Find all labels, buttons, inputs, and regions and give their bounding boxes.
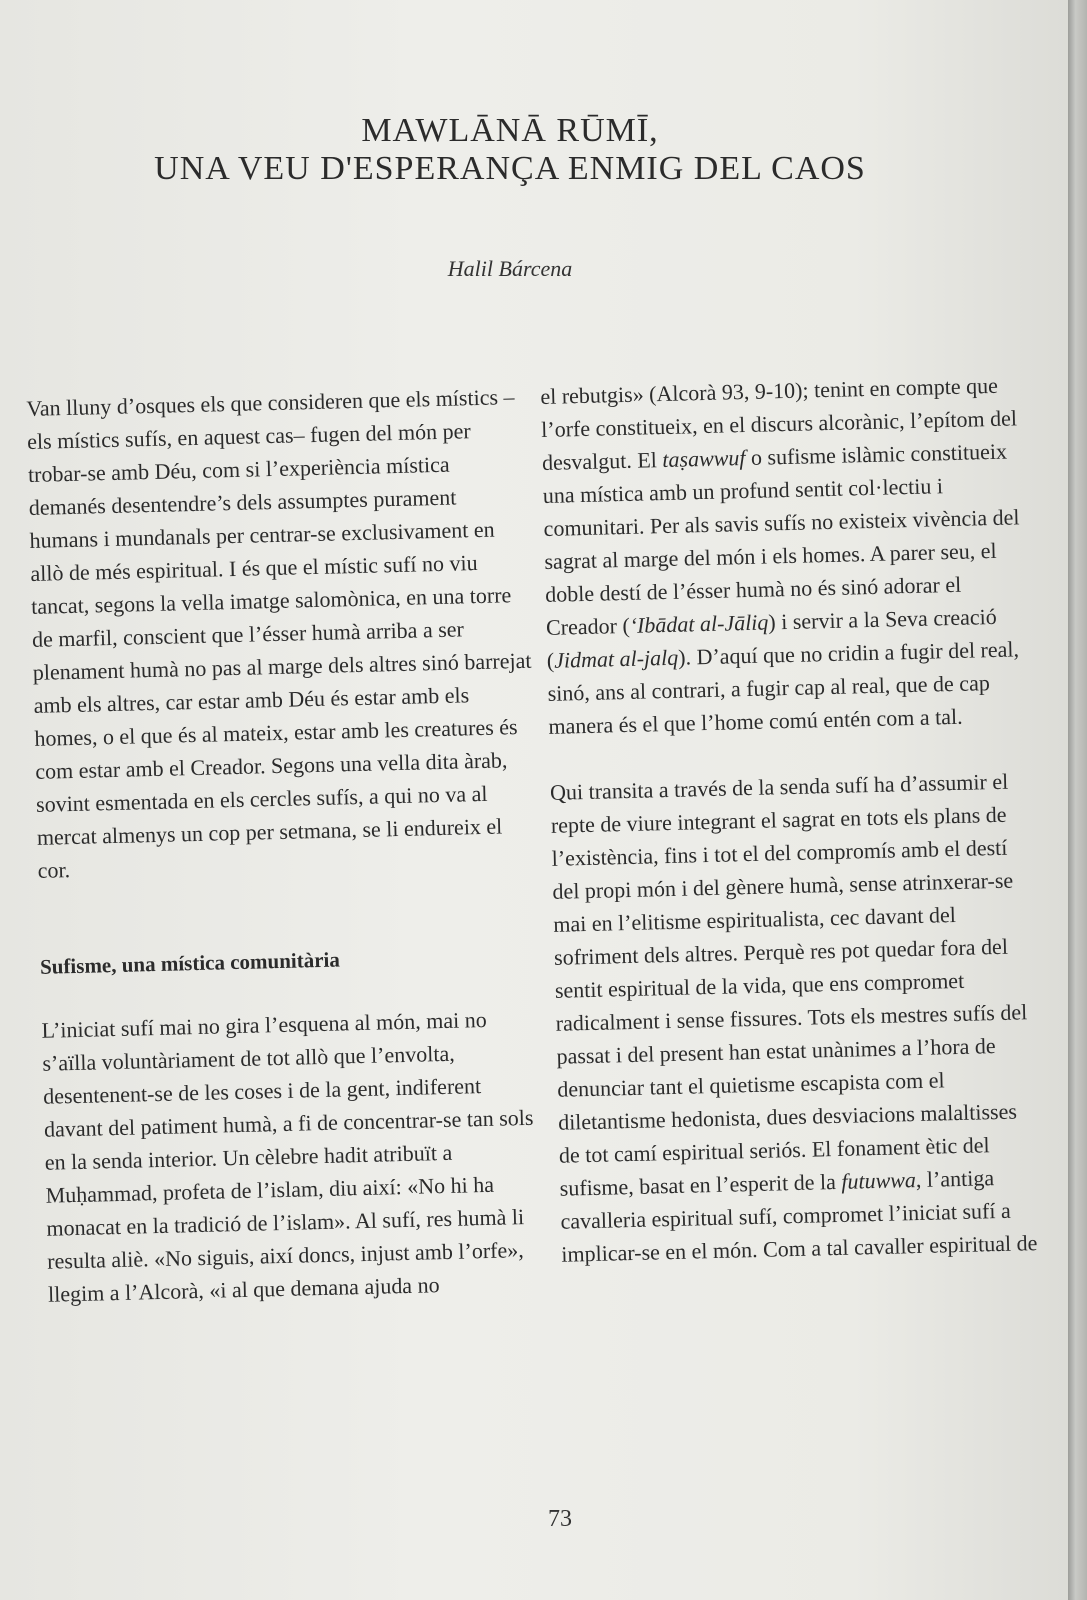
continuation-paragraph: el rebutgis» (Alcorà 93, 9-10); tenint en compte que l’orfe constitueix, en el discurs alcorànic, l’epítom del desvalgut. El taṣawwuf o sufisme islàmic constitueix una mística amb un profund sentit col·lectiu i comunitari. Per als savis sufís no existeix vivència del sagrat al marge del món i els homes. A parer seu, el doble destí de l’ésser humà no és sinó adorar el Creador (‘Ibādat al-Jāliq) i servir a la Seva creació (Jidmat al-jalq). D’aquí que no cridin a fugir del real, sinó, ans al contrari, a fugir cap al real, que de cap manera és el que l’home comú entén com a tal. bbox=[540, 372, 1020, 739]
section-heading: Sufisme, una mística comunitària bbox=[39, 947, 341, 979]
term-jidmat: Jidmat al-jalq bbox=[553, 644, 679, 673]
section-paragraph: L’iniciat sufí mai no gira l’esquena al món, mai no s’aïlla voluntàriament de tot allò que l’envolta, desentenent-se de les coses i de la gent, indiferent davant del patiment humà, a fi de concentrar-se tan sols en la senda interior. Un cèlebre hadit atribuït a Muḥammad, profeta de l’islam, diu així: «No hi ha monacat en la tradició de l’islam». Al sufí, res humà li resulta aliè. «No siguis, així doncs, injust amb l’orfe», llegim a l’Alcorà, «i al que demana ajuda no bbox=[41, 1006, 534, 1307]
page-stack-edge bbox=[1068, 0, 1087, 1600]
term-futuwwa: futuwwa bbox=[841, 1167, 917, 1194]
author-name: Halil Bárcena bbox=[447, 256, 573, 281]
term-ibadat: ‘Ibādat al-Jāliq bbox=[629, 609, 769, 638]
article-title-line-2: UNA VEU D'ESPERANÇA ENMIG DEL CAOS bbox=[154, 150, 866, 187]
sufi-path-paragraph: Qui transita a través de la senda sufí ha d’assumir el repte de viure integrant el sagrat en tots els plans de l’existència, fins i tot el del compromís amb el destí del propi món i del gènere humà, sense atrinxerar-se mai en l’elitisme espiritualista, cec davant del sofriment dels altres. Perquè res pot quedar fora del sentit espiritual de la vida, que ens compromet radicalment i sense fissures. Tots els mestres sufís del passat i del present han estat unànimes a l’hora de denunciar tant el quietisme escapista com el diletantisme hedonista, dues desviacions malaltisses de tot camí espiritual seriós. El fonament ètic del sufisme, basat en l’esperit de la futuwwa, l’antiga cavalleria espiritual sufí, compromet l’iniciat sufí a implicar-se en el món. Com a tal cavaller espiritual de bbox=[549, 768, 1038, 1267]
term-tasawwuf: taṣawwuf bbox=[662, 445, 746, 473]
page-number: 73 bbox=[548, 1506, 572, 1532]
article-title-line-1: MAWLĀNĀ RŪMĪ, bbox=[361, 112, 659, 149]
right-column bbox=[540, 368, 1042, 1270]
intro-paragraph: Van lluny d’osques els que consideren que els místics –els místics sufís, en aquest cas– fugen del món per trobar-se amb Déu, com si l’experiència mística demanés desentendre’s dels assumptes purament humans i mundanals per centrar-se exclusivament en allò de més espiritual. I és que el místic sufí no viu tancat, segons la vella imatge salomònica, en una torre de marfil, conscient que l’ésser humà arriba a ser plenament humà no pas al marge dels altres sinó barrejat amb els altres, car estar amb Déu és estar amb els homes, o el que és al mateix, estar amb les creatures és com estar amb el Creador. Segons una vella dita àrab, sovint esmentada en els cercles sufís, a qui no va al mercat almenys un cop per setmana, se li endureix el cor. bbox=[26, 384, 532, 883]
left-column bbox=[26, 380, 548, 1311]
